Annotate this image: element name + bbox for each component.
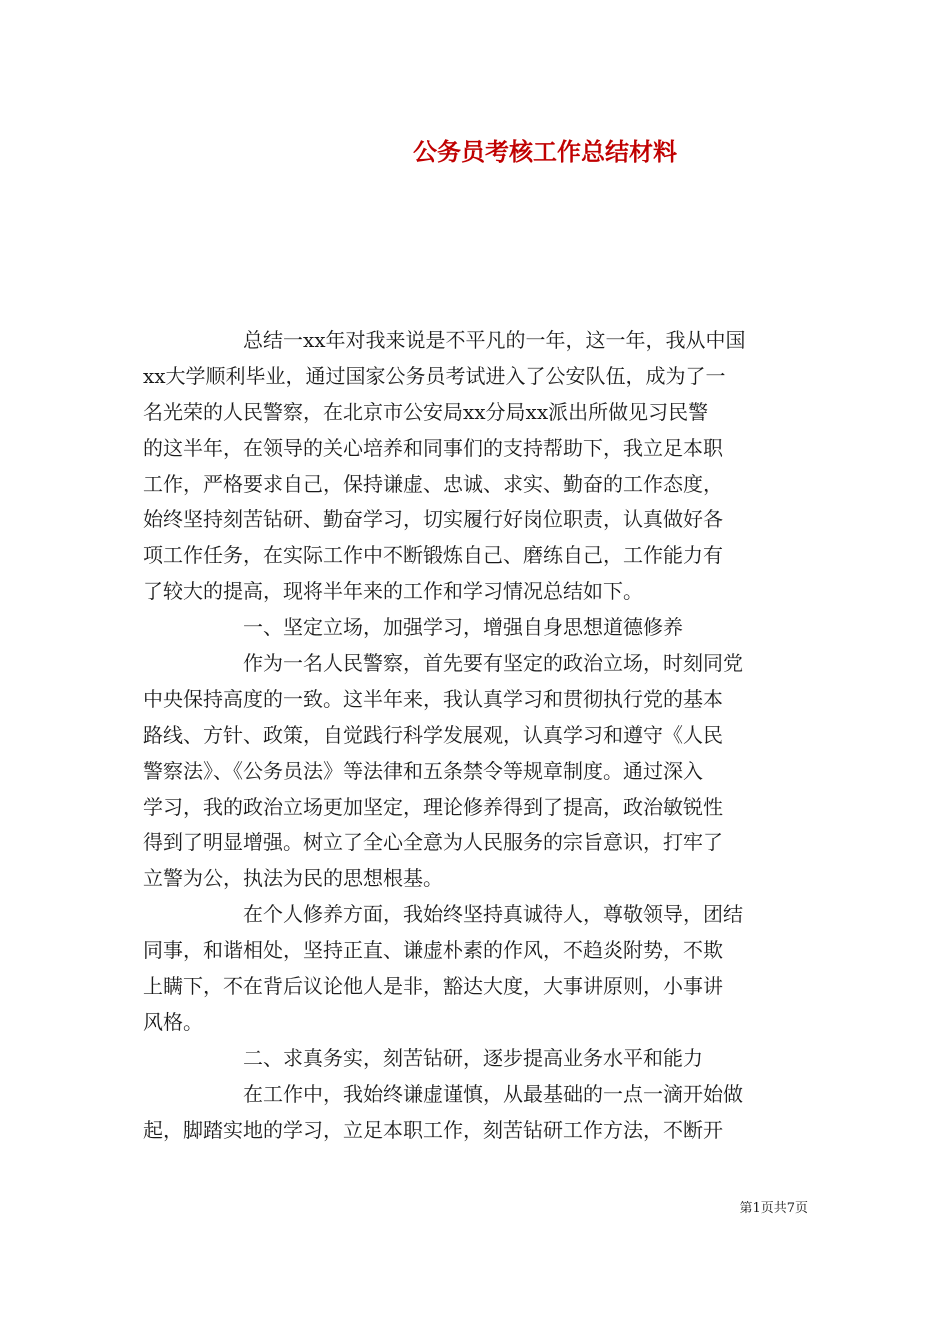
text-line: 了较大的提高，现将半年来的工作和学习情况总结如下。 <box>143 579 643 604</box>
text-line: 的这半年，在领导的关心培养和同事们的支持帮助下，我立足本职 <box>143 435 723 460</box>
text-line: 中央保持高度的一致。这半年来，我认真学习和贯彻执行党的基本 <box>143 686 723 711</box>
text-line: 同事，和谐相处，坚持正直、谦虚朴素的作风，不趋炎附势，不欺 <box>143 938 723 963</box>
section-heading-2: 二、求真务实，刻苦钻研，逐步提高业务水平和能力 <box>243 1045 703 1070</box>
text-line: 上瞒下，不在背后议论他人是非，豁达大度，大事讲原则，小事讲 <box>143 974 723 999</box>
text-line: 总结一xx年对我来说是不平凡的一年，这一年，我从中国 <box>243 328 746 352</box>
text-line: 学习，我的政治立场更加坚定，理论修养得到了提高，政治敏锐性 <box>143 794 723 819</box>
page-title: 公务员考核工作总结材料 <box>413 137 677 166</box>
text-line: xx大学顺利毕业，通过国家公务员考试进入了公安队伍，成为了一 <box>143 363 726 388</box>
text-line: 警察法》、《公务员法》等法律和五条禁令等规章制度。通过深入 <box>143 758 703 783</box>
text-line: 作为一名人民警察，首先要有坚定的政治立场，时刻同党 <box>243 651 743 676</box>
body-text <box>143 323 808 1148</box>
text-line: 风格。 <box>143 1009 203 1034</box>
text-line: 起，脚踏实地的学习，立足本职工作，刻苦钻研工作方法，不断开 <box>143 1117 723 1142</box>
text-line: 立警为公，执法为民的思想根基。 <box>143 866 443 891</box>
text-line: 路线、方针、政策，自觉践行科学发展观，认真学习和遵守《人民 <box>143 722 723 747</box>
text-line: 名光荣的人民警察，在北京市公安局xx分局xx派出所做见习民警 <box>143 399 709 424</box>
text-line: 项工作任务，在实际工作中不断锻炼自己、磨练自己，工作能力有 <box>143 543 723 568</box>
text-line: 始终坚持刻苦钻研、勤奋学习，切实履行好岗位职责，认真做好各 <box>143 507 723 532</box>
text-line: 在工作中，我始终谦虚谨慎，从最基础的一点一滴开始做 <box>243 1081 743 1106</box>
page-number: 第1页共7页 <box>739 1201 808 1216</box>
text-line: 工作，严格要求自己，保持谦虚、忠诚、求实、勤奋的工作态度， <box>143 471 723 496</box>
text-line: 在个人修养方面，我始终坚持真诚待人，尊敬领导，团结 <box>243 902 743 927</box>
section-heading-1: 一、坚定立场，加强学习，增强自身思想道德修养 <box>243 615 683 640</box>
text-line: 得到了明显增强。树立了全心全意为人民服务的宗旨意识，打牢了 <box>143 830 723 855</box>
